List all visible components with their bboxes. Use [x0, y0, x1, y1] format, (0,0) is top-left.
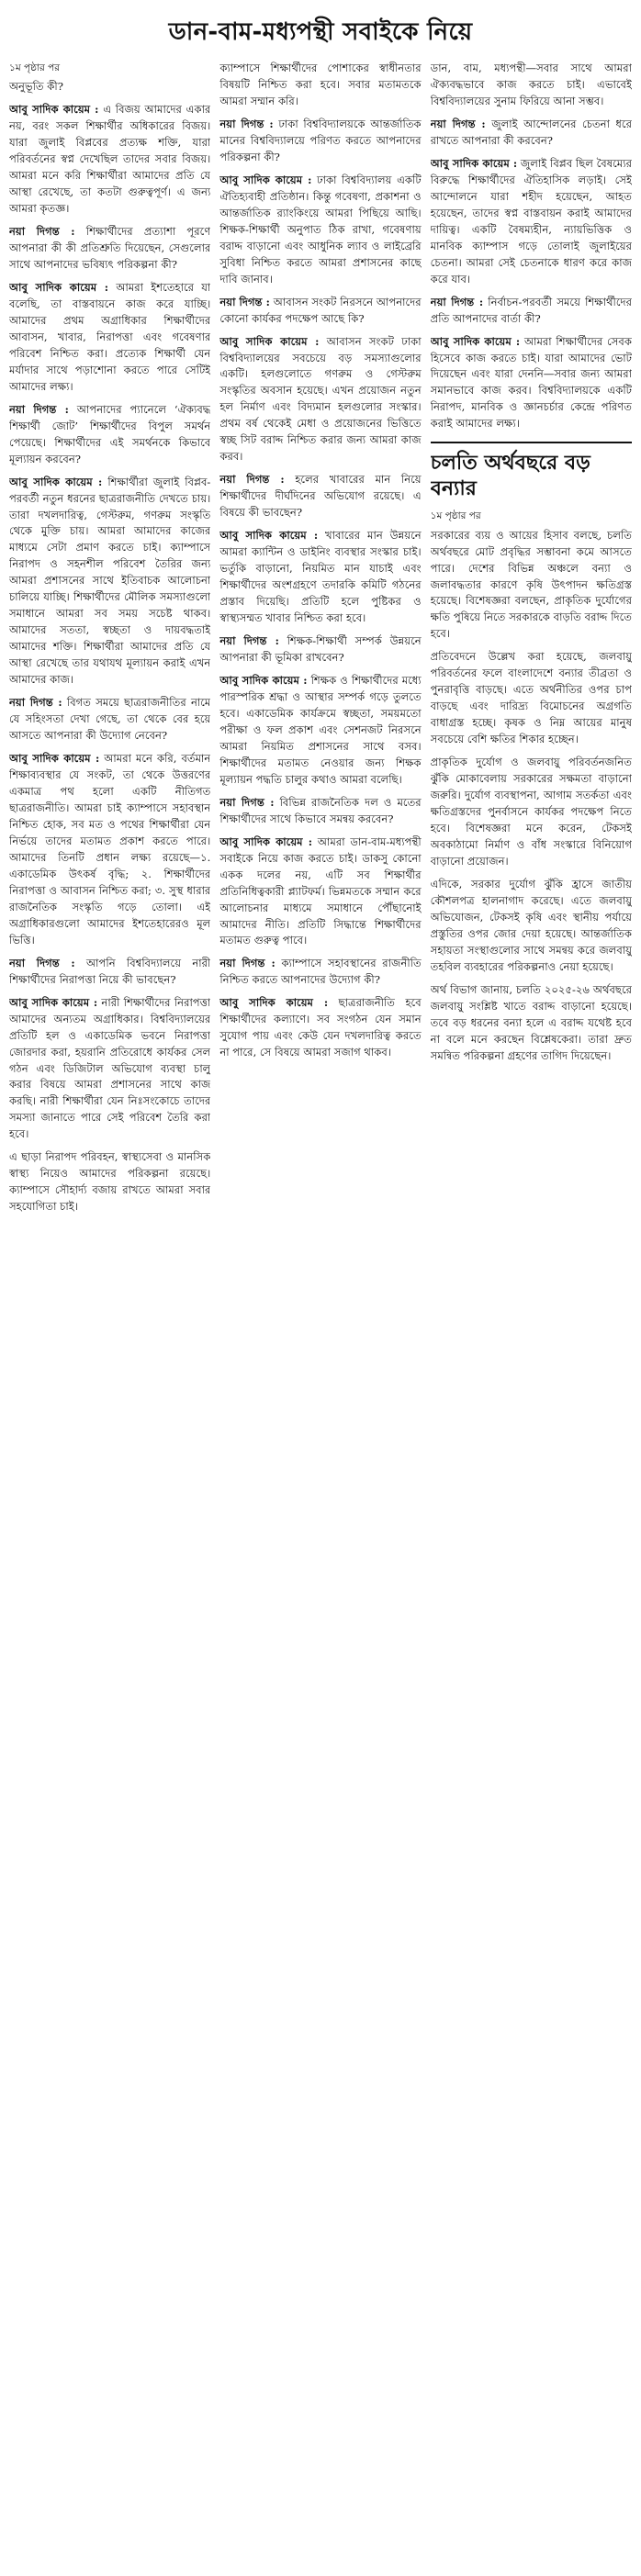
paragraph [219, 528, 421, 627]
paragraph [9, 475, 210, 689]
paragraph [219, 61, 421, 110]
paragraph [219, 295, 421, 328]
speaker-label: নয়া দিগন্ত : [219, 473, 285, 487]
paragraph-text: নারী শিক্ষার্থীদের নিরাপত্তা আমাদের অন্যতম অগ্রাধিকার। বিশ্ববিদ্যালয়ের প্রতিটি হল ও একাডেমিক ভবনে নিরাপত্তা জোরদার করা, হয়রানি প্রতিরোধে কার্যকর সেল গঠন এবং ডিজিটাল অভিযোগ ব্যবস্থা চালু করার বিষয়ে আমরা প্রশাসনের সাথে কাজ করছি। নারী শিক্ষার্থীরা যেন নিঃসংকোচে তাদের সমস্যা জানাতে পারে সেই পরিবেশ তৈরি করা হবে। [9, 995, 211, 1141]
paragraph [9, 1149, 210, 1215]
speaker-label: আবু সাদিক কায়েম : [219, 834, 313, 848]
paragraph [9, 402, 210, 468]
paragraph-text: অনুভূতি কী? [9, 80, 63, 94]
speaker-label: নয়া দিগন্ত : [9, 402, 69, 416]
paragraph [219, 173, 421, 288]
paragraph [219, 117, 421, 166]
paragraph [219, 673, 421, 789]
speaker-label: আবু সাদিক কায়েম : [219, 173, 312, 186]
paragraph-text: আমরা ইশতেহারে যা বলেছি, তা বাস্তবায়নে কাজ করে যাচ্ছি। আমাদের প্রথম অগ্রাধিকার শিক্ষার্থীদের আবাসন, খাবার, নিরাপত্তা এবং গবেষণার পরিবেশ নিশ্চিত করা। প্রত্যেক শিক্ষার্থী যেন মর্যাদার সাথে পড়াশোনা করতে পারে সেটিই আমাদের লক্ষ্য। [9, 280, 211, 393]
speaker-label: নয়া দিগন্ত : [9, 225, 75, 239]
speaker-label: নয়া দিগন্ত : [430, 295, 484, 308]
column-1-body [9, 79, 210, 1215]
paragraph-text: বিভিন্ন রাজনৈতিক দল ও মতের শিক্ষার্থীদের সাথে কিভাবে সমন্বয় করবেন? [219, 795, 422, 825]
paragraph [219, 633, 421, 666]
speaker-label: আবু সাদিক কায়েম : [430, 334, 521, 348]
paragraph [431, 117, 632, 150]
paragraph [431, 334, 632, 433]
speaker-label: নয়া দিগন্ত : [219, 634, 279, 647]
paragraph [219, 472, 421, 521]
column-3 [431, 61, 632, 2576]
speaker-label: নয়া দিগন্ত : [9, 696, 62, 710]
paragraph [9, 995, 210, 1144]
speaker-label: আবু সাদিক কায়েম : [219, 334, 320, 348]
paragraph: প্রতিবেদনে উল্লেখ করা হয়েছে, জলবায়ু পরিবর্তনের ফলে বাংলাদেশে বন্যার তীব্রতা ও পুনরাবৃত্তি বাড়ছে। এতে অর্থনীতির ওপর চাপ বাড়ছে এবং দারিদ্র্য বিমোচনের অগ্রগতি বাধাগ্রস্ত হচ্ছে। কৃষক ও নিম্ন আয়ের মানুষ সবচেয়ে বেশি ক্ষতির শিকার হচ্ছেন। [430, 650, 632, 746]
paragraph: প্রাকৃতিক দুর্যোগ ও জলবায়ু পরিবর্তনজনিত ঝুঁকি মোকাবেলায় সরকারের সক্ষমতা বাড়ানো জরুরি। দুর্যোগ ব্যবস্থাপনা, আগাম সতর্কতা এবং ক্ষতিগ্রস্তদের পুনর্বাসনে কার্যকর পদক্ষেপ নিতে হবে। বিশেষজ্ঞরা মনে করেন, টেকসই অবকাঠামো নির্মাণ ও বাঁধ সংস্কারে বিনিয়োগ বাড়ানো প্রয়োজন। [430, 756, 632, 868]
speaker-label: আবু সাদিক কায়েম : [9, 995, 98, 1009]
column-3-body [431, 61, 632, 432]
paragraph-text: শিক্ষার্থীদের প্রত্যাশা পূরণে আপনারা কী কী প্রতিশ্রুতি দিয়েছেন, সেগুলোর সাথে আপনাদের ভবিষ্যৎ পরিকল্পনা কী? [9, 225, 211, 271]
paragraph-text: আমরা শিক্ষার্থীদের সেবক হিসেবে কাজ করতে চাই। যারা আমাদের ভোট দিয়েছেন এবং যারা দেননি—সবার জন্য আমরা সমানভাবে কাজ করব। বিশ্ববিদ্যালয়কে একটি নিরাপদ, মানবিক ও জ্ঞানচর্চার কেন্দ্রে পরিণত করাই আমাদের লক্ষ্য। [430, 334, 632, 431]
speaker-label: নয়া দিগন্ত : [219, 957, 276, 970]
paragraph [219, 795, 421, 828]
paragraph-text: ডান, বাম, মধ্যপন্থী—সবার সাথে আমরা ঐক্যবদ্ধভাবে কাজ করতে চাই। এভাবেই বিশ্ববিদ্যালয়ের সুনাম ফিরিয়ে আনা সম্ভব। [430, 62, 632, 107]
paragraph-text: খাবারের মান উন্নয়নে আমরা ক্যান্টিন ও ডাইনিং ব্যবস্থার সংস্কার চাই। ভর্তুকি বাড়ানো, নিয়মিত মান যাচাই এবং শিক্ষার্থীদের অংশগ্রহণে তদারকি কমিটি গঠনের প্রস্তাব দিয়েছি। প্রতিটি হলে পুষ্টিকর ও স্বাস্থ্যসম্মত খাবার নিশ্চিত করা হবে। [219, 529, 422, 625]
speaker-label: আবু সাদিক কায়েম : [219, 529, 319, 543]
second-story-ref: ১ম পৃষ্ঠার পর [430, 510, 481, 522]
paragraph [9, 224, 210, 274]
paragraph-text: ক্যাম্পাসে সহাবস্থানের রাজনীতি নিশ্চিত করতে আপনাদের উদ্যোগ কী? [219, 957, 422, 987]
paragraph [431, 295, 632, 328]
paragraph [219, 834, 421, 950]
paragraph-text: আমরা ডান-বাম-মধ্যপন্থী সবাইকে নিয়ে কাজ করতে চাই। ডাকসু কোনো একক দলের নয়, এটি সব শিক্ষার্থীর প্রতিনিধিত্বকারী প্ল্যাটফর্ম। ভিন্নমতকে সম্মান করে আলোচনার মাধ্যমে সমাধানে পৌঁছানোই আমাদের নীতি। প্রতিটি সিদ্ধান্তে শিক্ষার্থীদের মতামত গুরুত্ব পাবে। [219, 834, 422, 947]
column-2 [219, 61, 421, 2576]
paragraph [219, 956, 421, 989]
paragraph-text: জুলাই বিপ্লব ছিল বৈষম্যের বিরুদ্ধে শিক্ষার্থীদের ঐতিহাসিক লড়াই। সেই আন্দোলনে যারা শহীদ হয়েছেন, আহত হয়েছেন, তাদের স্বপ্ন বাস্তবায়ন করাই আমাদের দায়িত্ব। একটি বৈষম্যহীন, ন্যায়ভিত্তিক ও মানবিক ক্যাম্পাস গড়ে তোলাই জুলাইয়ের চেতনা। আমরা সেই চেতনাকে ধারণ করে কাজ করে যাব। [430, 156, 632, 286]
paragraph-text: নির্বাচন-পরবর্তী সময়ে শিক্ষার্থীদের প্রতি আপনাদের বার্তা কী? [430, 295, 632, 325]
paragraph-text: ঢাকা বিশ্ববিদ্যালয় একটি ঐতিহ্যবাহী প্রতিষ্ঠান। কিন্তু গবেষণা, প্রকাশনা ও আন্তর্জাতিক র‍্যাংকিংয়ে আমরা পিছিয়ে আছি। শিক্ষক-শিক্ষার্থী অনুপাত ঠিক রাখা, গবেষণায় বরাদ্দ বাড়ানো এবং আধুনিক ল্যাব ও লাইব্রেরি সুবিধা নিশ্চিত করতে আমরা প্রশাসনের কাছে দাবি জানাব। [219, 173, 422, 286]
paragraph [9, 280, 210, 396]
speaker-label: আবু সাদিক কায়েম : [9, 280, 109, 294]
paragraph [9, 79, 210, 95]
speaker-label: নয়া দিগন্ত : [219, 795, 275, 809]
paragraph-text: জুলাই আন্দোলনের চেতনা ধরে রাখতে আপনারা কী করবেন? [430, 117, 632, 147]
speaker-label: নয়া দিগন্ত : [219, 117, 274, 130]
paragraph: সরকারের ব্যয় ও আয়ের হিসাব বলছে, চলতি অর্থবছরে মোট প্রবৃদ্ধির সম্ভাবনা কমে আসতে পারে। দেশের বিভিন্ন অঞ্চলে বন্যা ও জলাবদ্ধতার কারণে কৃষি উৎপাদন ক্ষতিগ্রস্ত হয়েছে। বিশেষজ্ঞরা বলছেন, প্রাকৃতিক দুর্যোগের ক্ষতি পুষিয়ে নিতে সরকারকে বাড়তি বরাদ্দ দিতে হবে। [430, 528, 632, 641]
speaker-label: আবু সাদিক কায়েম : [219, 996, 329, 1010]
article-columns [0, 61, 641, 2576]
speaker-label: আবু সাদিক কায়েম : [9, 752, 100, 766]
speaker-label: আবু সাদিক কায়েম : [9, 103, 99, 117]
speaker-label: আবু সাদিক কায়েম : [9, 475, 103, 488]
paragraph [219, 995, 421, 1061]
paragraph [431, 156, 632, 288]
paragraph [9, 751, 210, 949]
second-story-title: চলতি অর্থবছরে বড় বন্যার [430, 452, 590, 500]
paragraph-text: ক্যাম্পাসে শিক্ষার্থীদের পোশাকের স্বাধীনতার বিষয়টি নিশ্চিত করা হবে। সবার মতামতকে আমরা সম্মান করি। [219, 62, 422, 107]
column-2-body [219, 61, 421, 1061]
paragraph [219, 334, 421, 466]
paragraph-text: শিক্ষক-শিক্ষার্থী সম্পর্ক উন্নয়নে আপনারা কী ভূমিকা রাখবেন? [219, 634, 422, 664]
paragraph-text: শিক্ষক ও শিক্ষার্থীদের মধ্যে পারস্পরিক শ্রদ্ধা ও আস্থার সম্পর্ক গড়ে তুলতে হবে। একাডেমিক কার্যক্রমে স্বচ্ছতা, সময়মতো পরীক্ষা ও ফল প্রকাশ এবং সেশনজট নিরসনে আমরা নিয়মিত প্রশাসনের সাথে বসব। শিক্ষার্থীদের মতামত নেওয়ার জন্য শিক্ষক মূল্যায়ন পদ্ধতি চালুর কথাও আমরা বলেছি। [219, 673, 422, 786]
paragraph-text: এ বিজয় আমাদের একার নয়, বরং সকল শিক্ষার্থীর অধিকারের বিজয়। যারা জুলাই বিপ্লবের প্রত্যক্ষ শক্তি, যারা পরিবর্তনের স্বপ্ন দেখেছিল তাদের সবার বিজয়। আমরা মনে করি শিক্ষার্থীরা আমাদের প্রতি যে আস্থা রেখেছে, তা কতটা গুরুত্বপূর্ণ। এ জন্য আমরা কৃতজ্ঞ। [9, 103, 211, 216]
paragraph-text: আবাসন সংকট ঢাকা বিশ্ববিদ্যালয়ের সবচেয়ে বড় সমস্যাগুলোর একটি। হলগুলোতে গণরুম ও গেস্টরুম সংস্কৃতির অবসান হয়েছে। এখন প্রয়োজন নতুন হল নির্মাণ এবং বিদ্যমান হলগুলোর সংস্কার। প্রথম বর্ষ থেকেই মেধা ও প্রয়োজনের ভিত্তিতে স্বচ্ছ সিট বরাদ্দ নিশ্চিত করার জন্য আমরা কাজ করব। [219, 334, 422, 464]
paragraph-text: এ ছাড়া নিরাপদ পরিবহন, স্বাস্থ্যসেবা ও মানসিক স্বাস্থ্য নিয়েও আমাদের পরিকল্পনা রয়েছে। ক্যাম্পাসে সৌহার্দ্য বজায় রাখতে আমরা সবার সহযোগিতা চাই। [9, 1150, 211, 1214]
paragraph [9, 956, 210, 989]
paragraph [9, 695, 210, 745]
speaker-label: আবু সাদিক কায়েম : [219, 673, 308, 687]
paragraph [431, 61, 632, 110]
speaker-label: নয়া দিগন্ত : [219, 295, 270, 308]
speaker-label: নয়া দিগন্ত : [9, 956, 75, 969]
paragraph-text: আবাসন সংকট নিরসনে আপনাদের কোনো কার্যকর পদক্ষেপ আছে কি? [219, 295, 422, 325]
second-story-body [431, 528, 632, 1065]
paragraph-text: ঢাকা বিশ্ববিদ্যালয়কে আন্তর্জাতিক মানের বিশ্ববিদ্যালয়ে পরিণত করতে আপনাদের পরিকল্পনা কী? [219, 117, 422, 163]
second-story [431, 442, 632, 1064]
paragraph: অর্থ বিভাগ জানায়, চলতি ২০২৫-২৬ অর্থবছরে জলবায়ু সংশ্লিষ্ট খাতে বরাদ্দ বাড়ানো হয়েছে। তবে বড় ধরনের বন্যা হলে এ বরাদ্দ যথেষ্ট হবে না বলে মনে করছেন বিশ্লেষকেরা। তারা দ্রুত সমন্বিত পরিকল্পনা গ্রহণের তাগিদ দিয়েছেন। [430, 982, 632, 1062]
paragraph-text: হলের খাবারের মান নিয়ে শিক্ষার্থীদের দীর্ঘদিনের অভিযোগ রয়েছে। এ বিষয়ে কী ভাবছেন? [219, 473, 422, 520]
continuation-ref: ১ম পৃষ্ঠার পর [9, 62, 61, 73]
speaker-label: আবু সাদিক কায়েম : [430, 156, 518, 170]
speaker-label: নয়া দিগন্ত : [430, 117, 486, 130]
paragraph-text: বিগত সময়ে ছাত্ররাজনীতির নামে যে সহিংসতা দেখা গেছে, তা থেকে বের হয়ে আসতে আপনারা কী উদ্যোগ নেবেন? [9, 696, 211, 743]
paragraph-text: আমরা মনে করি, বর্তমান শিক্ষাব্যবস্থার যে সংকট, তা থেকে উত্তরণের একমাত্র পথ হলো একটি নীতিগত ছাত্ররাজনীতি। আমরা চাই ক্যাম্পাসে সহাবস্থান নিশ্চিত হোক, সব মত ও পথের শিক্ষার্থীরা যেন নির্ভয়ে তাদের মতামত প্রকাশ করতে পারে। আমাদের তিনটি প্রধান লক্ষ্য রয়েছে—১. একাডেমিক উৎকর্ষ বৃদ্ধি; ২. শিক্ষার্থীদের নিরাপত্তা ও আবাসন নিশ্চিত করা; ৩. সুস্থ ধারার রাজনৈতিক সংস্কৃতি গড়ে তোলা। এই অগ্রাধিকারগুলো আমাদের ইশতেহারেরও মূল ভিত্তি। [9, 752, 211, 946]
paragraph: এদিকে, সরকার দুর্যোগ ঝুঁকি হ্রাসে জাতীয় কৌশলপত্র হালনাগাদ করেছে। এতে জলবায়ু অভিযোজন, টেকসই কৃষি এবং স্থানীয় পর্যায়ে প্রস্তুতির ওপর জোর দেয়া হয়েছে। আন্তর্জাতিক সহায়তা সংস্থাগুলোর সাথে সমন্বয় করে জলবায়ু তহবিল ব্যবহারের পরিকল্পনাও নেয়া হয়েছে। [430, 877, 632, 973]
column-1 [9, 61, 210, 2576]
paragraph-text: শিক্ষার্থীরা জুলাই বিপ্লব-পরবর্তী নতুন ধরনের ছাত্ররাজনীতি দেখতে চায়। তারা দখলদারিত্ব, গেস্টরুম, গণরুম সংস্কৃতি থেকে মুক্তি চায়। আমরা আমাদের কাজের মাধ্যমে সেটা প্রমাণ করতে চাই। ক্যাম্পাসে নিরাপদ ও সহনশীল পরিবেশ তৈরির জন্য আমরা প্রশাসনের সাথে ইতিবাচক আলোচনা চালিয়ে যাচ্ছি। শিক্ষার্থীদের মৌলিক সমস্যাগুলো সমাধানে আমরা সব সময় সচেষ্ট থাকব। আমাদের সততা, স্বচ্ছতা ও দায়বদ্ধতাই আমাদের শক্তি। শিক্ষার্থীরা আমাদের প্রতি যে আস্থা রেখেছে তার যথাযথ মূল্যায়ন করাই এখন আমাদের কাজ। [9, 475, 211, 687]
paragraph-text: আপনি বিশ্ববিদ্যালয়ে নারী শিক্ষার্থীদের নিরাপত্তা নিয়ে কী ভাবছেন? [9, 956, 211, 986]
paragraph-text: ছাত্ররাজনীতি হবে শিক্ষার্থীদের কল্যাণে। সব সংগঠন যেন সমান সুযোগ পায় এবং কেউ যেন দখলদারিত্ব করতে না পারে, সে বিষয়ে আমরা সজাগ থাকব। [219, 996, 422, 1059]
headline: ডান-বাম-মধ্যপন্থী সবাইকে নিয়ে [168, 18, 473, 46]
paragraph [9, 102, 210, 218]
paragraph-text: আপনাদের প্যানেলে ‘ঐক্যবদ্ধ শিক্ষার্থী জোট’ শিক্ষার্থীদের বিপুল সমর্থন পেয়েছে। শিক্ষার্থীদের এই সমর্থনকে কিভাবে মূল্যায়ন করবেন? [9, 402, 211, 465]
